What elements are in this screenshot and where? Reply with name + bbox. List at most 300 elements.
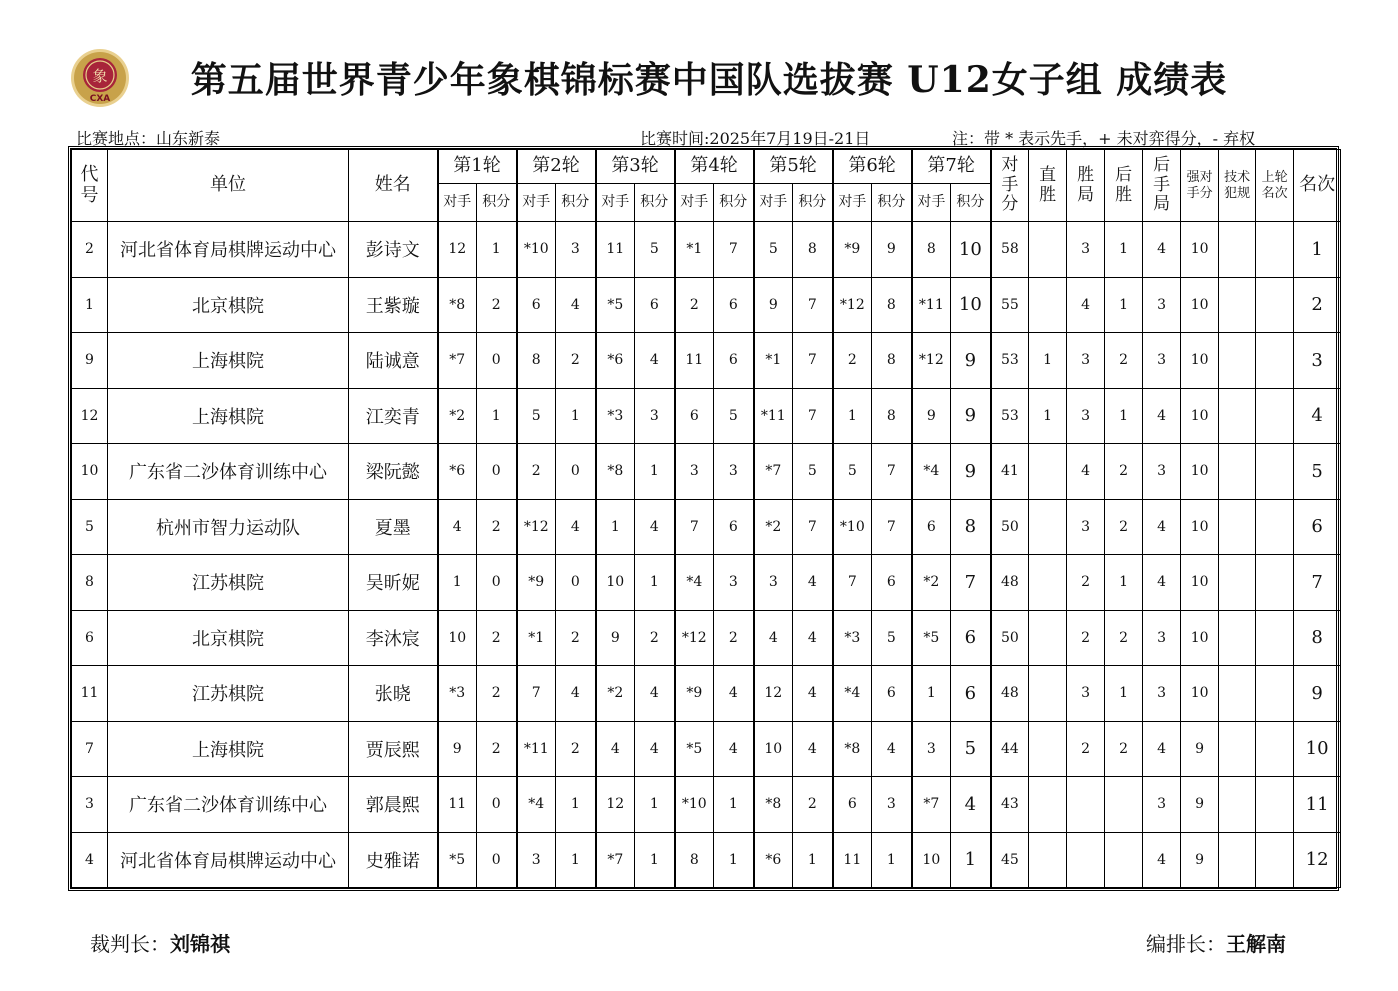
player-unit: 上海棋院	[108, 333, 349, 389]
round-score: 6	[951, 666, 991, 722]
round-opponent: *5	[912, 610, 951, 666]
direct-wins	[1029, 666, 1067, 722]
player-code: 5	[72, 499, 108, 555]
round-score: 3	[635, 388, 675, 444]
direct-wins	[1029, 610, 1067, 666]
round-score: 6	[714, 333, 754, 389]
opp-score: 45	[991, 832, 1029, 888]
player-unit: 江苏棋院	[108, 666, 349, 722]
round-opponent: *9	[517, 555, 556, 611]
round-opponent: 8	[675, 832, 714, 888]
round-score: 6	[714, 277, 754, 333]
round-score: 4	[793, 555, 833, 611]
round-opponent: *9	[833, 222, 872, 278]
player-name: 郭晨熙	[349, 777, 438, 833]
player-name: 陆诚意	[349, 333, 438, 389]
round-opponent: 11	[438, 777, 477, 833]
player-unit: 广东省二沙体育训练中心	[108, 777, 349, 833]
round-score: 0	[477, 777, 517, 833]
rank: 3	[1294, 333, 1341, 389]
opp-score: 50	[991, 499, 1029, 555]
header-round-6: 第6轮	[833, 150, 912, 184]
player-code: 12	[72, 388, 108, 444]
round-score: 4	[714, 666, 754, 722]
round-opponent: 2	[517, 444, 556, 500]
direct-wins	[1029, 499, 1067, 555]
round-score: 4	[793, 721, 833, 777]
rank: 12	[1294, 832, 1341, 888]
round-opponent: 10	[754, 721, 793, 777]
round-score: 10	[951, 277, 991, 333]
player-name: 李沐宸	[349, 610, 438, 666]
wins: 3	[1067, 222, 1105, 278]
round-opponent: *7	[596, 832, 635, 888]
header-opp-score: 对手分	[991, 150, 1029, 222]
round-score: 1	[714, 777, 754, 833]
round-opponent: 12	[754, 666, 793, 722]
opp-score: 53	[991, 333, 1029, 389]
round-score: 6	[635, 277, 675, 333]
wins: 2	[1067, 721, 1105, 777]
table-row	[72, 499, 1341, 555]
direct-wins: 1	[1029, 333, 1067, 389]
opp-score: 58	[991, 222, 1029, 278]
round-opponent: *11	[517, 721, 556, 777]
late-games: 3	[1143, 444, 1181, 500]
round-score: 1	[556, 832, 596, 888]
header-score: 积分	[714, 184, 754, 222]
header-round-1: 第1轮	[438, 150, 517, 184]
venue-text: 比赛地点：山东新泰	[76, 129, 221, 148]
round-score: 4	[951, 777, 991, 833]
round-score: 9	[872, 222, 912, 278]
player-unit: 河北省体育局棋牌运动中心	[108, 832, 349, 888]
late-wins: 1	[1105, 388, 1143, 444]
player-code: 3	[72, 777, 108, 833]
round-score: 1	[714, 832, 754, 888]
round-score: 0	[477, 333, 517, 389]
header-late-wins: 后胜	[1105, 150, 1143, 222]
strong-opp-score: 9	[1181, 721, 1219, 777]
late-games: 3	[1143, 666, 1181, 722]
player-unit: 杭州市智力运动队	[108, 499, 349, 555]
late-wins	[1105, 832, 1143, 888]
scheduler-signature	[1146, 928, 1286, 957]
round-opponent: *10	[517, 222, 556, 278]
round-opponent: 1	[912, 666, 951, 722]
round-opponent: 5	[833, 444, 872, 500]
header-opp: 对手	[438, 184, 477, 222]
strong-opp-score: 10	[1181, 444, 1219, 500]
round-score: 7	[951, 555, 991, 611]
round-opponent: *2	[596, 666, 635, 722]
strong-opp-score: 10	[1181, 277, 1219, 333]
player-name: 史雅诺	[349, 832, 438, 888]
player-unit: 河北省体育局棋牌运动中心	[108, 222, 349, 278]
round-score: 4	[635, 666, 675, 722]
round-opponent: *8	[438, 277, 477, 333]
round-opponent: 4	[438, 499, 477, 555]
round-score: 1	[872, 832, 912, 888]
round-opponent: 9	[596, 610, 635, 666]
round-score: 1	[635, 444, 675, 500]
round-score: 6	[951, 610, 991, 666]
date-text: 比赛时间:2025年7月19日-21日	[640, 129, 871, 148]
player-code: 2	[72, 222, 108, 278]
wins: 3	[1067, 388, 1105, 444]
late-wins: 2	[1105, 333, 1143, 389]
player-name: 夏墨	[349, 499, 438, 555]
player-code: 4	[72, 832, 108, 888]
round-opponent: *6	[754, 832, 793, 888]
round-opponent: 1	[833, 388, 872, 444]
round-score: 9	[951, 333, 991, 389]
tech-violation	[1219, 444, 1256, 500]
strong-opp-score: 10	[1181, 499, 1219, 555]
referee-label: 裁判长：	[90, 932, 170, 956]
late-wins	[1105, 777, 1143, 833]
round-opponent: 2	[833, 333, 872, 389]
round-score: 1	[635, 832, 675, 888]
prev-rank	[1256, 610, 1294, 666]
round-score: 9	[951, 444, 991, 500]
late-games: 4	[1143, 555, 1181, 611]
round-score: 2	[635, 610, 675, 666]
direct-wins	[1029, 721, 1067, 777]
round-opponent: 12	[438, 222, 477, 278]
header-prev-rank: 上轮名次	[1256, 150, 1294, 222]
prev-rank	[1256, 222, 1294, 278]
round-score: 8	[872, 333, 912, 389]
round-opponent: *5	[438, 832, 477, 888]
opp-score: 43	[991, 777, 1029, 833]
direct-wins: 1	[1029, 388, 1067, 444]
wins	[1067, 777, 1105, 833]
round-opponent: *10	[675, 777, 714, 833]
rank: 1	[1294, 222, 1341, 278]
prev-rank	[1256, 555, 1294, 611]
round-opponent: 10	[438, 610, 477, 666]
tech-violation	[1219, 832, 1256, 888]
direct-wins	[1029, 777, 1067, 833]
round-opponent: 2	[675, 277, 714, 333]
tech-violation	[1219, 666, 1256, 722]
direct-wins	[1029, 222, 1067, 278]
player-unit: 上海棋院	[108, 721, 349, 777]
round-score: 7	[793, 333, 833, 389]
round-opponent: *6	[596, 333, 635, 389]
round-opponent: *4	[675, 555, 714, 611]
round-opponent: *7	[438, 333, 477, 389]
round-opponent: 6	[912, 499, 951, 555]
round-score: 5	[951, 721, 991, 777]
round-opponent: *4	[912, 444, 951, 500]
round-opponent: 5	[517, 388, 556, 444]
round-score: 0	[477, 832, 517, 888]
prev-rank	[1256, 832, 1294, 888]
tech-violation	[1219, 777, 1256, 833]
player-name: 彭诗文	[349, 222, 438, 278]
late-wins: 2	[1105, 444, 1143, 500]
opp-score: 53	[991, 388, 1029, 444]
round-opponent: *4	[517, 777, 556, 833]
header-round-7: 第7轮	[912, 150, 991, 184]
rank: 7	[1294, 555, 1341, 611]
round-score: 2	[556, 721, 596, 777]
direct-wins	[1029, 444, 1067, 500]
player-name: 江奕青	[349, 388, 438, 444]
round-opponent: *12	[517, 499, 556, 555]
header-wins: 胜局	[1067, 150, 1105, 222]
round-opponent: *4	[833, 666, 872, 722]
direct-wins	[1029, 555, 1067, 611]
header-round-2: 第2轮	[517, 150, 596, 184]
table-row	[72, 333, 1341, 389]
round-opponent: *6	[438, 444, 477, 500]
round-score: 4	[793, 666, 833, 722]
round-opponent: 11	[675, 333, 714, 389]
opp-score: 44	[991, 721, 1029, 777]
round-opponent: 7	[517, 666, 556, 722]
wins: 2	[1067, 555, 1105, 611]
header-opp: 对手	[754, 184, 793, 222]
round-opponent: 3	[675, 444, 714, 500]
round-score: 0	[556, 444, 596, 500]
round-score: 2	[793, 777, 833, 833]
late-games: 4	[1143, 721, 1181, 777]
late-games: 4	[1143, 388, 1181, 444]
round-score: 7	[714, 222, 754, 278]
prev-rank	[1256, 499, 1294, 555]
round-score: 2	[477, 721, 517, 777]
round-score: 7	[793, 499, 833, 555]
round-score: 5	[793, 444, 833, 500]
round-opponent: 4	[754, 610, 793, 666]
round-opponent: 3	[912, 721, 951, 777]
header-late-games: 后手局	[1143, 150, 1181, 222]
round-score: 1	[951, 832, 991, 888]
round-score: 8	[872, 277, 912, 333]
opp-score: 48	[991, 666, 1029, 722]
round-score: 4	[635, 499, 675, 555]
tech-violation	[1219, 222, 1256, 278]
strong-opp-score: 10	[1181, 222, 1219, 278]
strong-opp-score: 9	[1181, 777, 1219, 833]
table-row	[72, 277, 1341, 333]
round-opponent: 10	[912, 832, 951, 888]
round-opponent: *2	[912, 555, 951, 611]
rank: 2	[1294, 277, 1341, 333]
header-opp: 对手	[675, 184, 714, 222]
table-row	[72, 610, 1341, 666]
round-opponent: *7	[754, 444, 793, 500]
player-name: 王紫璇	[349, 277, 438, 333]
wins: 4	[1067, 444, 1105, 500]
rank: 4	[1294, 388, 1341, 444]
header-score: 积分	[872, 184, 912, 222]
round-opponent: 8	[517, 333, 556, 389]
round-score: 4	[635, 721, 675, 777]
player-code: 8	[72, 555, 108, 611]
round-score: 2	[714, 610, 754, 666]
round-opponent: *1	[517, 610, 556, 666]
table-row	[72, 444, 1341, 500]
opp-score: 41	[991, 444, 1029, 500]
page-title: 第五届世界青少年象棋锦标赛中国队选拔赛 U12女子组 成绩表	[190, 59, 1228, 101]
direct-wins	[1029, 832, 1067, 888]
round-score: 6	[872, 666, 912, 722]
strong-opp-score: 10	[1181, 388, 1219, 444]
rank: 6	[1294, 499, 1341, 555]
round-opponent: *9	[675, 666, 714, 722]
header-score: 积分	[635, 184, 675, 222]
round-opponent: *8	[833, 721, 872, 777]
table-row	[72, 666, 1341, 722]
round-score: 5	[714, 388, 754, 444]
round-opponent: *1	[675, 222, 714, 278]
strong-opp-score: 10	[1181, 666, 1219, 722]
round-score: 10	[951, 222, 991, 278]
late-wins: 1	[1105, 555, 1143, 611]
scheduler-label: 编排长：	[1146, 932, 1226, 956]
header-opp: 对手	[833, 184, 872, 222]
opp-score: 55	[991, 277, 1029, 333]
round-score: 3	[556, 222, 596, 278]
round-opponent: 11	[833, 832, 872, 888]
round-score: 4	[556, 499, 596, 555]
header-unit: 单位	[108, 150, 349, 222]
round-opponent: *8	[596, 444, 635, 500]
round-opponent: 3	[754, 555, 793, 611]
rank: 8	[1294, 610, 1341, 666]
round-opponent: *11	[912, 277, 951, 333]
wins: 2	[1067, 610, 1105, 666]
table-row	[72, 555, 1341, 611]
header-rank: 名次	[1294, 150, 1341, 222]
round-opponent: 8	[912, 222, 951, 278]
round-opponent: 6	[517, 277, 556, 333]
logo-text: CXA	[89, 94, 111, 104]
player-code: 7	[72, 721, 108, 777]
round-score: 5	[872, 610, 912, 666]
player-unit: 广东省二沙体育训练中心	[108, 444, 349, 500]
header-opp: 对手	[912, 184, 951, 222]
player-unit: 北京棋院	[108, 277, 349, 333]
logo-glyph: 象	[92, 67, 108, 85]
round-score: 6	[714, 499, 754, 555]
round-opponent: 6	[675, 388, 714, 444]
player-code: 6	[72, 610, 108, 666]
round-score: 0	[556, 555, 596, 611]
header-opp: 对手	[517, 184, 556, 222]
rank: 9	[1294, 666, 1341, 722]
round-score: 2	[477, 666, 517, 722]
header-score: 积分	[951, 184, 991, 222]
round-score: 4	[635, 333, 675, 389]
round-score: 6	[872, 555, 912, 611]
round-opponent: *7	[912, 777, 951, 833]
header-score: 积分	[793, 184, 833, 222]
round-score: 1	[556, 388, 596, 444]
player-name: 吴昕妮	[349, 555, 438, 611]
round-opponent: *12	[675, 610, 714, 666]
round-score: 7	[793, 277, 833, 333]
round-score: 4	[556, 277, 596, 333]
late-games: 3	[1143, 333, 1181, 389]
tech-violation	[1219, 610, 1256, 666]
tech-violation	[1219, 333, 1256, 389]
round-opponent: 1	[438, 555, 477, 611]
round-opponent: 5	[754, 222, 793, 278]
player-unit: 江苏棋院	[108, 555, 349, 611]
opp-score: 50	[991, 610, 1029, 666]
header-score: 积分	[477, 184, 517, 222]
table-row	[72, 222, 1341, 278]
late-games: 3	[1143, 277, 1181, 333]
prev-rank	[1256, 777, 1294, 833]
header-score: 积分	[556, 184, 596, 222]
round-score: 3	[872, 777, 912, 833]
round-opponent: 9	[912, 388, 951, 444]
strong-opp-score: 9	[1181, 832, 1219, 888]
strong-opp-score: 10	[1181, 333, 1219, 389]
late-games: 4	[1143, 832, 1181, 888]
round-score: 4	[714, 721, 754, 777]
cxa-logo	[70, 48, 130, 108]
round-score: 1	[793, 832, 833, 888]
player-code: 11	[72, 666, 108, 722]
wins: 3	[1067, 499, 1105, 555]
header-opp: 对手	[596, 184, 635, 222]
round-score: 2	[477, 610, 517, 666]
round-score: 1	[635, 777, 675, 833]
round-score: 2	[477, 499, 517, 555]
rank: 10	[1294, 721, 1341, 777]
round-score: 7	[793, 388, 833, 444]
round-opponent: *8	[754, 777, 793, 833]
player-code: 1	[72, 277, 108, 333]
round-opponent: *3	[596, 388, 635, 444]
wins: 4	[1067, 277, 1105, 333]
round-opponent: *12	[833, 277, 872, 333]
direct-wins	[1029, 277, 1067, 333]
late-games: 3	[1143, 610, 1181, 666]
round-score: 7	[872, 444, 912, 500]
round-opponent: 3	[517, 832, 556, 888]
header-direct: 直胜	[1029, 150, 1067, 222]
rank: 11	[1294, 777, 1341, 833]
prev-rank	[1256, 666, 1294, 722]
round-score: 1	[635, 555, 675, 611]
header-code: 代号	[72, 150, 108, 222]
header-round-4: 第4轮	[675, 150, 754, 184]
round-opponent: *11	[754, 388, 793, 444]
round-score: 2	[477, 277, 517, 333]
round-opponent: *3	[833, 610, 872, 666]
round-score: 4	[872, 721, 912, 777]
prev-rank	[1256, 333, 1294, 389]
header-round-3: 第3轮	[596, 150, 675, 184]
round-opponent: 7	[675, 499, 714, 555]
player-code: 9	[72, 333, 108, 389]
round-score: 1	[477, 222, 517, 278]
round-opponent: *2	[754, 499, 793, 555]
round-opponent: *1	[754, 333, 793, 389]
results-body	[72, 222, 1341, 888]
round-score: 8	[872, 388, 912, 444]
player-code: 10	[72, 444, 108, 500]
player-unit: 北京棋院	[108, 610, 349, 666]
